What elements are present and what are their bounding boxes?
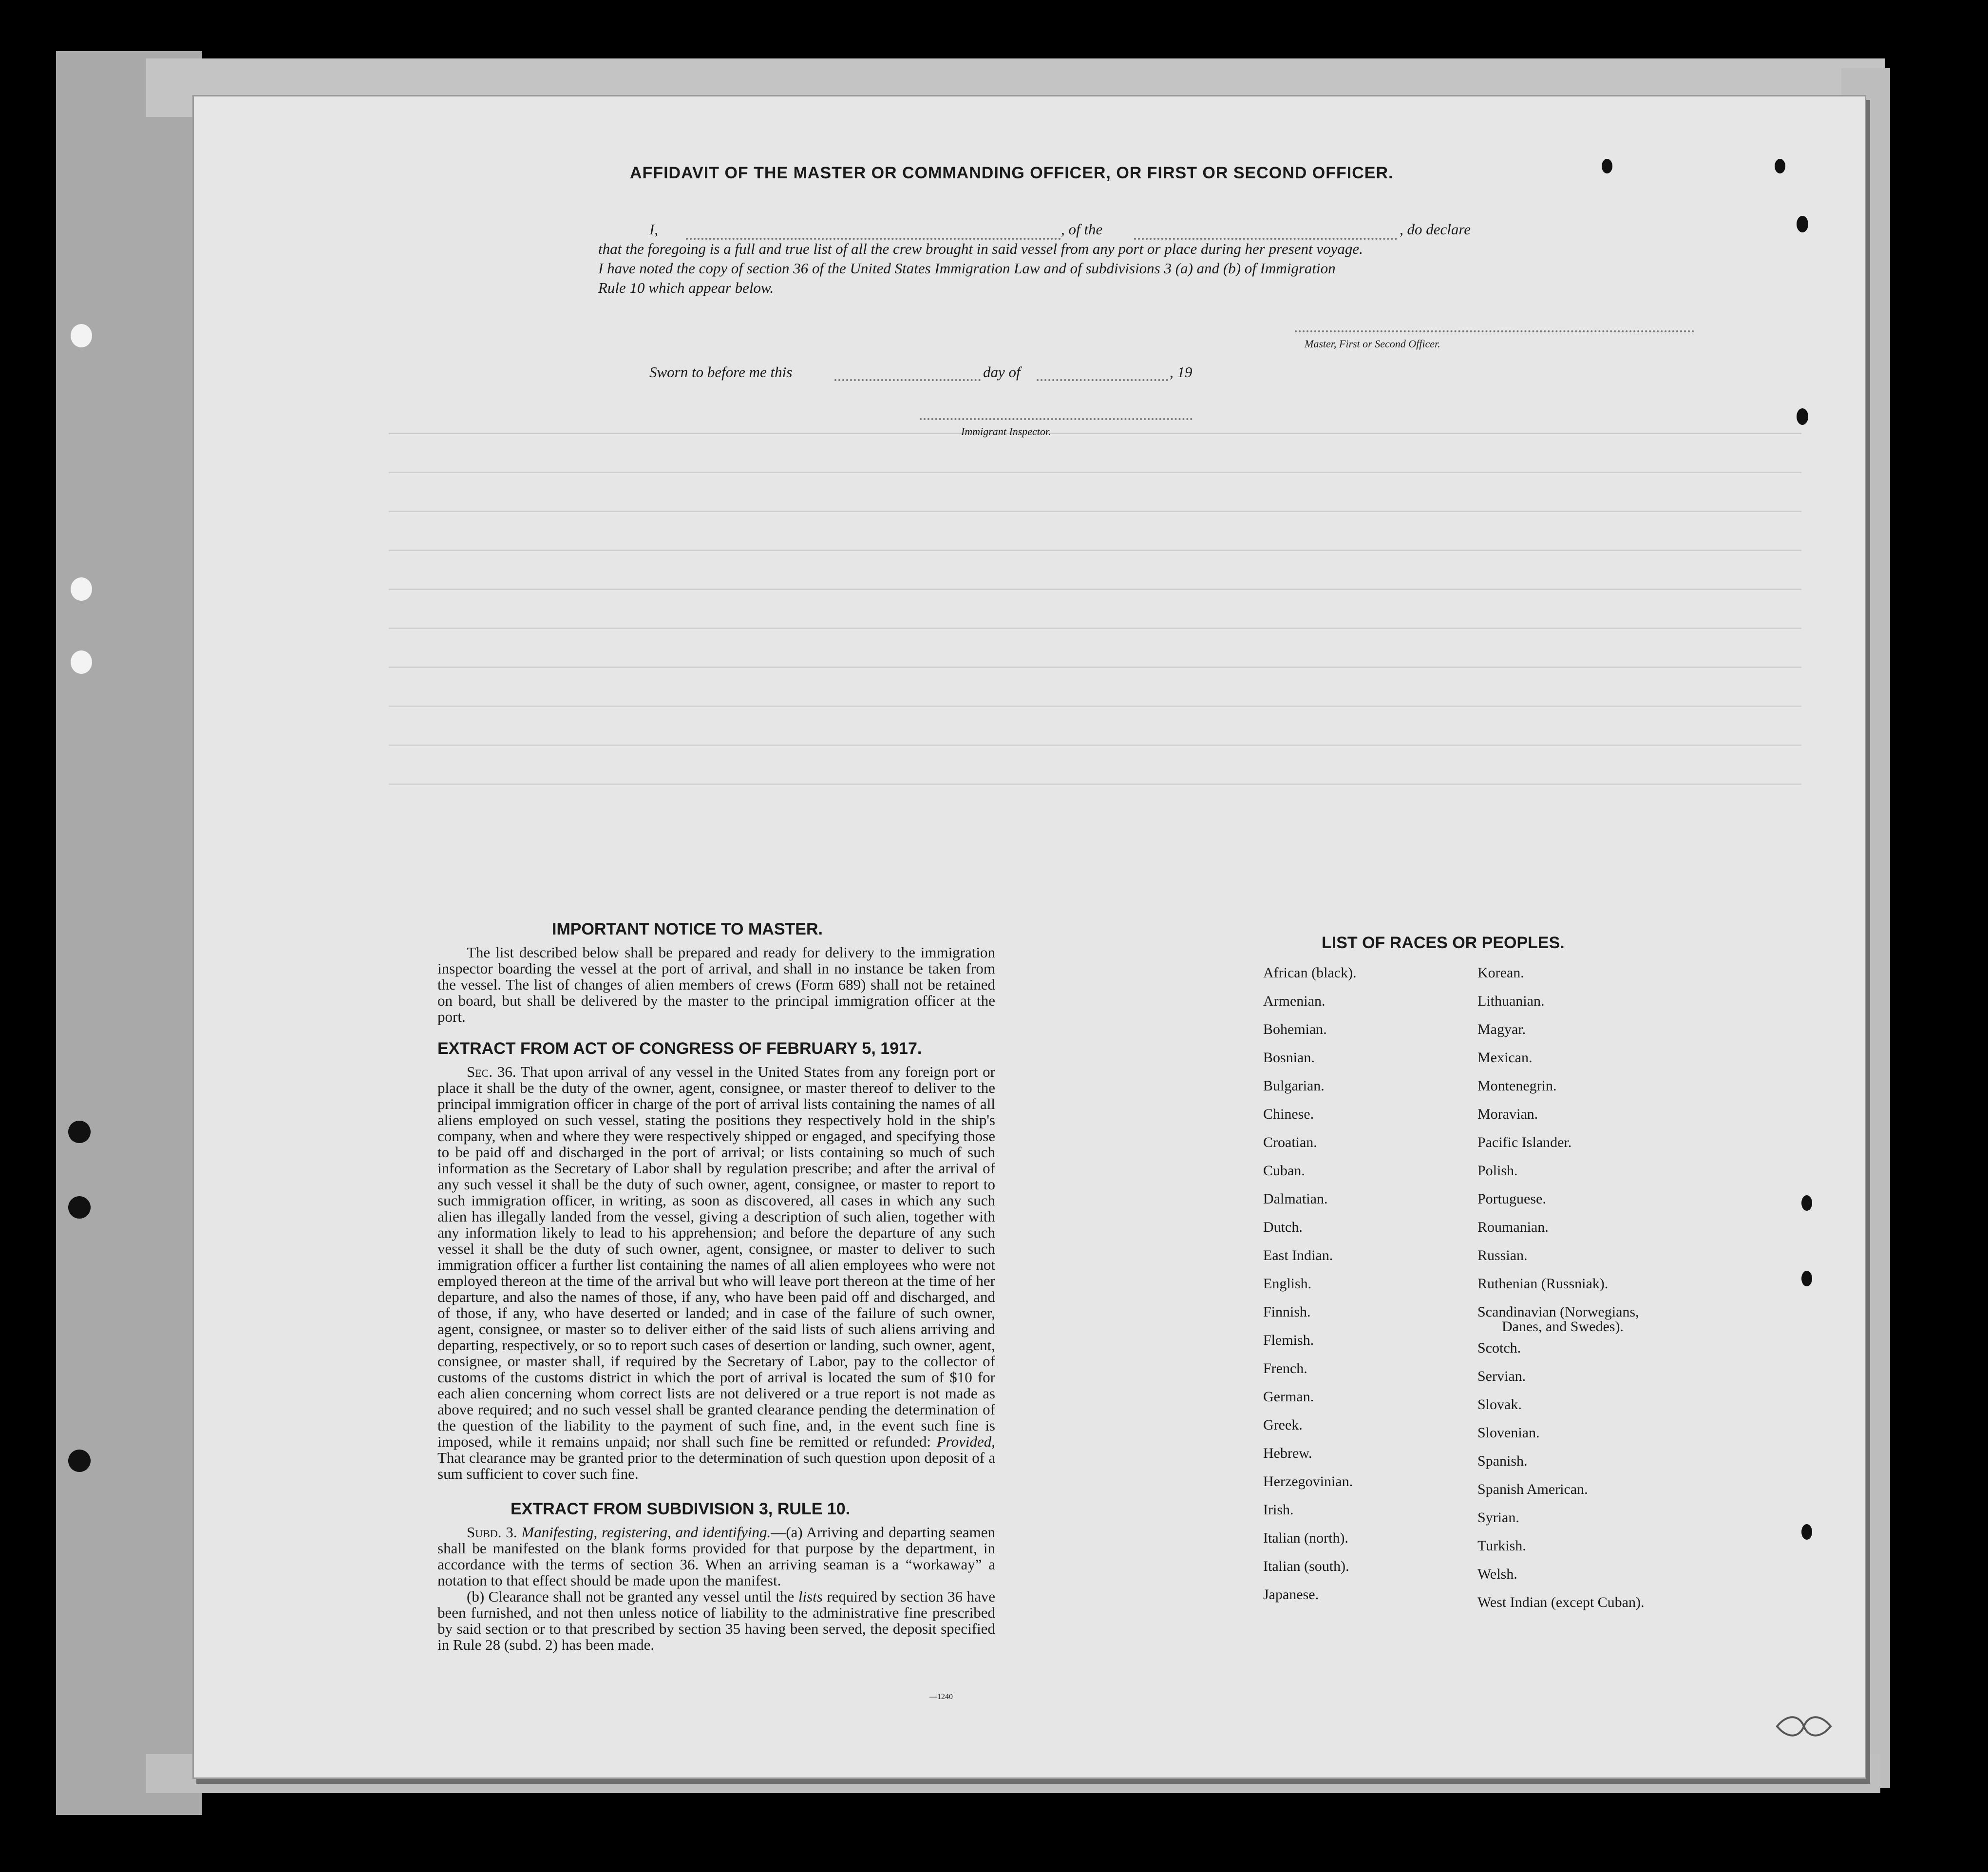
notice-body	[437, 944, 995, 1025]
race-item: Mexican.	[1477, 1050, 1533, 1066]
sworn-month-line[interactable]	[1037, 379, 1168, 381]
binder-hole	[71, 324, 92, 347]
clause-b-end: required by section 36 have been furnished, and not then unless notice of liability to the administrative fine prescribed by said section or to that prescribed by section 35 having been served, the deposit specified in Rule 28 (subd. 2) has been made.	[437, 1588, 996, 1653]
races-heading: LIST OF RACES OR PEOPLES.	[1322, 934, 1565, 952]
race-item: Magyar.	[1477, 1021, 1526, 1037]
race-item: Bosnian.	[1263, 1050, 1315, 1066]
race-item: Polish.	[1477, 1163, 1518, 1179]
extract-act-body	[437, 1064, 995, 1482]
race-item: Croatian.	[1263, 1134, 1317, 1150]
race-item: Herzegovinian.	[1263, 1473, 1353, 1490]
race-item: Danes, and Swedes).	[1502, 1318, 1624, 1335]
master-name-line[interactable]	[686, 238, 1061, 240]
affidavit-line2: that the foregoing is a full and true list of all the crew brought in said vessel from any port or place during her present voyage.	[598, 240, 1363, 257]
race-item: French.	[1263, 1360, 1307, 1376]
race-item: Spanish American.	[1477, 1481, 1588, 1497]
master-signature-label: Master, First or Second Officer.	[1305, 338, 1440, 350]
punch-mark	[1801, 1271, 1812, 1286]
notice-paragraph: The list described below shall be prepared and ready for delivery to the immigration inspector boarding the vessel at the port of arrival, and shall in no instance be taken from the vessel. The list of changes of alien members of crews (Form 689) shall not be retained on board, but shall be delivered by the master to the principal immigration officer at the port.	[437, 944, 995, 1025]
race-item: Dalmatian.	[1263, 1191, 1328, 1207]
affidavit-heading: AFFIDAVIT OF THE MASTER OR COMMANDING OFFICER, OR FIRST OR SECOND OFFICER.	[630, 164, 1394, 182]
race-item: Dutch.	[1263, 1219, 1303, 1235]
inspector-label: Immigrant Inspector.	[961, 425, 1051, 438]
affidavit-line3: I have noted the copy of section 36 of the United States Immigration Law and of subdivisions 3 (a) and (b) of Immigration	[598, 260, 1336, 277]
sworn-day-line[interactable]	[834, 379, 981, 381]
punch-mark	[1602, 159, 1612, 173]
race-item: Moravian.	[1477, 1106, 1538, 1122]
race-item: Armenian.	[1263, 993, 1325, 1009]
extract-rule-heading: EXTRACT FROM SUBDIVISION 3, RULE 10.	[511, 1500, 851, 1518]
race-item: Slovenian.	[1477, 1425, 1540, 1441]
race-item: Greek.	[1263, 1417, 1303, 1433]
race-item: Ruthenian (Russniak).	[1477, 1276, 1609, 1292]
race-item: Pacific Islander.	[1477, 1134, 1572, 1150]
race-item: Syrian.	[1477, 1509, 1519, 1526]
subdivision-number: Subd. 3.	[467, 1524, 517, 1541]
inspector-signature-line[interactable]	[920, 418, 1193, 420]
race-item: Irish.	[1263, 1502, 1294, 1518]
punch-mark	[1797, 216, 1808, 232]
section-number: Sec. 36.	[467, 1063, 516, 1080]
race-item: Roumanian.	[1477, 1219, 1549, 1235]
subdivision-title: Manifesting, registering, and identifying.	[521, 1524, 771, 1541]
race-item: Chinese.	[1263, 1106, 1314, 1122]
race-item: Lithuanian.	[1477, 993, 1545, 1009]
sworn-label: Sworn to before me this	[649, 363, 793, 381]
notice-heading: IMPORTANT NOTICE TO MASTER.	[552, 920, 823, 938]
race-item: East Indian.	[1263, 1247, 1333, 1263]
punch-mark	[1775, 159, 1785, 173]
race-item: Japanese.	[1263, 1586, 1319, 1603]
provided-word: Provided,	[936, 1433, 995, 1450]
clause-a: —(a) Arriving and departing seamen shall be manifested on the blank forms provided for that purpose by the department, in accordance with the terms of section 36. When an arriving seaman is a “workaway” a notation to that effect should be made upon the manifest.	[437, 1524, 995, 1589]
race-item: Slovak.	[1477, 1396, 1522, 1413]
punch-mark	[1801, 1524, 1812, 1540]
master-signature-line[interactable]	[1295, 330, 1694, 332]
race-item: Italian (south).	[1263, 1558, 1349, 1574]
binder-hole	[68, 1450, 91, 1472]
back-sheet-left	[56, 51, 202, 1815]
affidavit-do-declare: , do declare	[1400, 221, 1471, 238]
binder-hole	[71, 650, 92, 674]
affidavit-i: I,	[649, 221, 659, 238]
race-item: Korean.	[1477, 965, 1524, 981]
pencil-mark-icon	[1772, 1714, 1836, 1738]
race-item: Montenegrin.	[1477, 1078, 1557, 1094]
race-item: English.	[1263, 1276, 1312, 1292]
affidavit-line4: Rule 10 which appear below.	[598, 279, 774, 296]
binder-hole	[68, 1196, 91, 1219]
race-item: Portuguese.	[1477, 1191, 1546, 1207]
binder-hole	[71, 577, 92, 601]
race-item: Turkish.	[1477, 1538, 1526, 1554]
affidavit-form-page	[192, 95, 1866, 1779]
race-item: Finnish.	[1263, 1304, 1311, 1320]
year-label: , 19	[1170, 363, 1193, 381]
section-36-text-end: That clearance may be granted prior to the determination of such question upon deposit of a sum sufficient to cover such fine.	[437, 1449, 995, 1482]
race-item: Russian.	[1477, 1247, 1528, 1263]
day-of-label: day of	[983, 363, 1021, 381]
extract-act-heading: EXTRACT FROM ACT OF CONGRESS OF FEBRUARY 5, 1917.	[437, 1039, 922, 1058]
race-item: Scandinavian (Norwegians,	[1477, 1304, 1639, 1320]
section-36-text: That upon arrival of any vessel in the United States from any foreign port or place it shall be the duty of the owner, agent, consignee, or master thereof to deliver to the principal immigration officer in charge of the port of arrival lists containing the names of all aliens employed on such vessel, stating the positions they respectively hold in the ship's company, when and where they were respectively shipped or engaged, and specifying those to be paid off and discharged in the port of arrival; or lists containing so much of such information as the Secretary of Labor shall by regulation prescribe; and after the arrival of any such vessel it shall be the duty of such owner, agent, consignee, or master to report to such immigration officer, in writing, as soon as discovered, all cases in which any such alien has illegally landed from the vessel, giving a description of such alien, together with any information likely to lead to his apprehension; and before the departure of any such vessel it shall be the duty of such owner, agent, consignee, or master to deliver to such immigration officer a further list containing the names of all alien employees who were not employed thereon at the time of the arrival but who will leave port thereon at the time of her departure, and also the names of those, if any, who have been paid off and discharged, and of those, if any, who have deserted or landed; and in case of the failure of such owner, agent, consignee, or master so to deliver either of the said lists of such aliens arriving and departing, respectively, or so to report such cases of desertion or landing, such owner, agent, consignee, or master shall, if required by the Secretary of Labor, pay to the collector of customs of the customs district in which the port of arrival is located the sum of $10 for each alien concerning whom correct lists are not delivered or a true report is not made as above required; and no such vessel shall be granted clearance pending the determination of the question of the liability to the payment of such fine, and, in the event such fine is imposed, while it remains unpaid; nor shall such fine be remitted or refunded:	[437, 1063, 995, 1450]
clause-b-start: (b) Clearance shall not be granted any vessel until the	[467, 1588, 795, 1605]
race-item: Bohemian.	[1263, 1021, 1327, 1037]
clause-b-lists: lists	[798, 1588, 823, 1605]
race-item: Bulgarian.	[1263, 1078, 1325, 1094]
race-item: Italian (north).	[1263, 1530, 1348, 1546]
race-item: Welsh.	[1477, 1566, 1517, 1582]
race-item: Flemish.	[1263, 1332, 1314, 1348]
race-item: Cuban.	[1263, 1163, 1305, 1179]
vessel-name-line[interactable]	[1134, 238, 1397, 240]
binder-hole	[68, 1121, 91, 1143]
race-item: Hebrew.	[1263, 1445, 1312, 1461]
race-item: Servian.	[1477, 1368, 1526, 1384]
race-item: German.	[1263, 1389, 1314, 1405]
extract-rule-body	[437, 1524, 995, 1653]
punch-mark	[1797, 408, 1808, 425]
form-number: —1240	[929, 1693, 953, 1701]
race-item: Spanish.	[1477, 1453, 1528, 1469]
punch-mark	[1801, 1195, 1812, 1211]
race-item: African (black).	[1263, 965, 1357, 981]
race-item: Scotch.	[1477, 1340, 1521, 1356]
affidavit-of-the: , of the	[1061, 221, 1103, 238]
race-item: West Indian (except Cuban).	[1477, 1594, 1645, 1610]
